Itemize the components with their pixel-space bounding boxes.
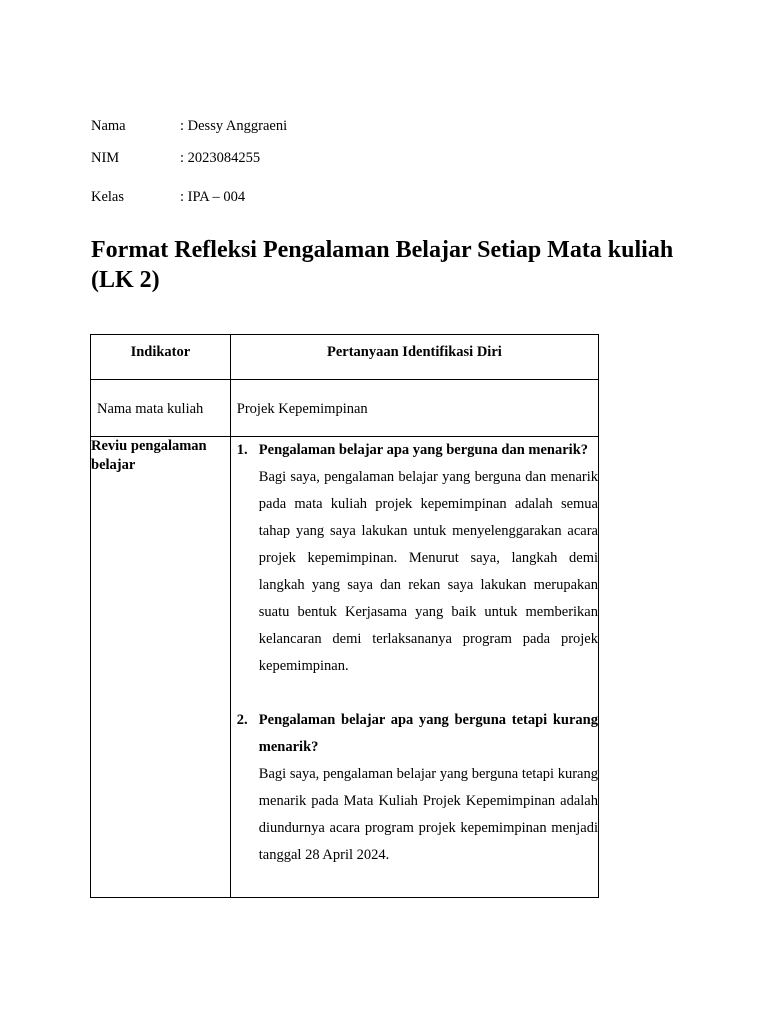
course-label-cell: Nama mata kuliah — [91, 380, 231, 437]
answer-text: Bagi saya, pengalaman belajar yang berguna dan menarik pada mata kuliah projek kepemimpinan adalah semua tahap yang saya lakukan untuk menyelenggarakan acara projek kepemimpinan. Menurut saya, langkah demi langkah yang saya dan rekan saya lakukan merupakan suatu bentuk Kerjasama yang baik untuk memberikan kelancaran demi terlaksananya program pada projek kepemimpinan. — [258, 469, 598, 674]
header-questions: Pertanyaan Identifikasi Diri — [230, 335, 598, 380]
nim-value: : 2023084255 — [180, 150, 261, 166]
reflection-table — [90, 334, 599, 898]
question-item — [231, 437, 598, 680]
name-label: Nama — [91, 118, 126, 134]
class-value: : IPA – 004 — [180, 189, 246, 205]
table-row — [91, 437, 599, 898]
table-header-row — [91, 335, 599, 380]
nim-label: NIM — [91, 150, 120, 166]
question-item — [231, 707, 598, 869]
reviu-content-cell — [230, 437, 598, 898]
name-value: : Dessy Anggraeni — [180, 118, 288, 134]
course-value-cell: Projek Kepemimpinan — [230, 380, 598, 437]
reviu-label-cell: Reviu pengalaman belajar — [91, 437, 231, 898]
question-number: 1. — [236, 442, 248, 458]
question-number: 2. — [236, 712, 248, 728]
table-row — [91, 380, 599, 437]
class-label: Kelas — [91, 189, 125, 205]
header-indicator: Indikator — [91, 335, 231, 380]
page-title: Format Refleksi Pengalaman Belajar Setiap Mata kuliah (LK 2) — [91, 237, 674, 293]
question-text: Pengalaman belajar apa yang berguna dan menarik? — [258, 442, 589, 458]
question-text: Pengalaman belajar apa yang berguna tetapi kurang menarik? — [258, 712, 598, 755]
answer-text: Bagi saya, pengalaman belajar yang berguna tetapi kurang menarik pada Mata Kuliah Projek Kepemimpinan adalah diundurnya acara program projek kepemimpinan menjadi tanggal 28 April 2024. — [258, 766, 598, 863]
